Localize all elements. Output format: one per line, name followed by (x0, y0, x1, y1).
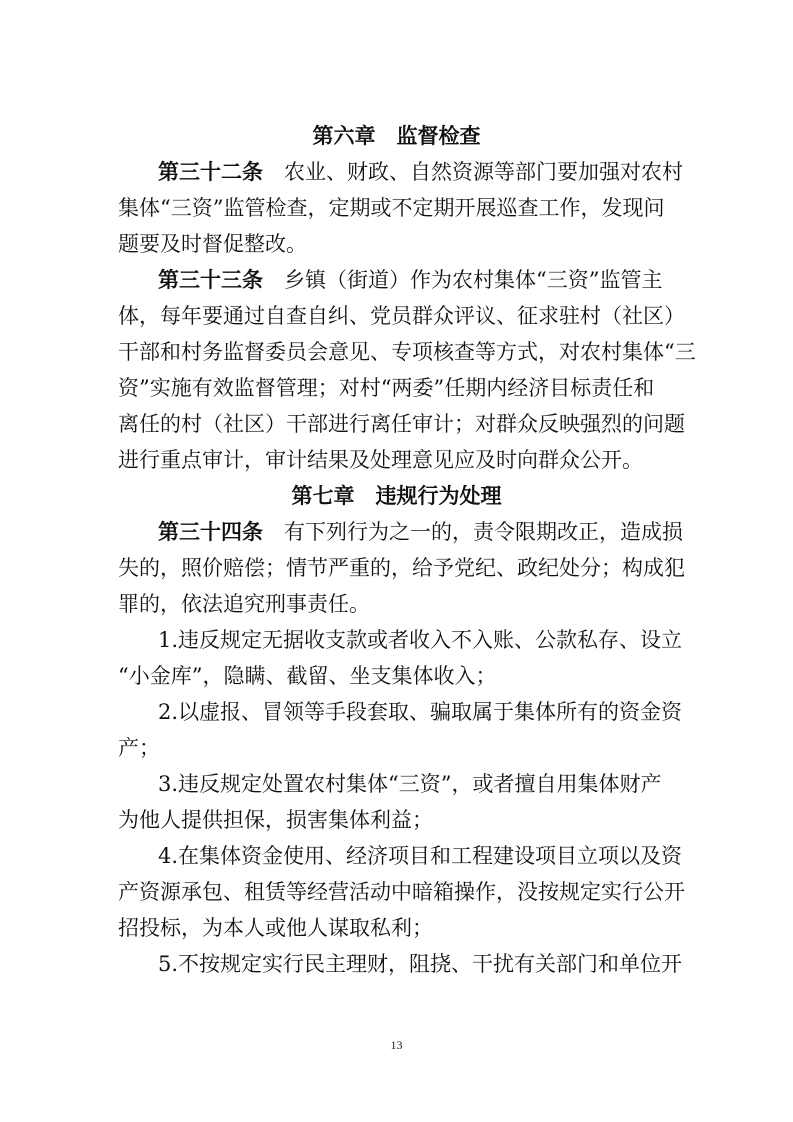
article-34-line-1: 第三十四条 有下列行为之一的，责令限期改正，造成损 (158, 520, 683, 544)
chapter-7-heading: 第七章 违规行为处理 (291, 484, 502, 508)
article-33-line-4: 资”实施有效监督管理；对村“两委”任期内经济目标责任和 (118, 376, 655, 400)
article-32-line-1: 第三十二条 农业、财政、自然资源等部门要加强对农村 (158, 160, 683, 184)
article-34-label: 第三十四条 (158, 520, 263, 544)
article-33-line-1: 第三十三条 乡镇（街道）作为农村集体“三资”监管主 (158, 268, 663, 292)
article-32-line-3: 题要及时督促整改。 (118, 232, 307, 256)
article-34-line-2: 失的，照价赔偿；情节严重的，给予党纪、政纪处分；构成犯 (118, 556, 685, 580)
item-3-line-1: 3.违反规定处置农村集体“三资”，或者擅自用集体财产 (158, 772, 662, 796)
page-number: 13 (390, 1038, 403, 1052)
item-4-line-1: 4.在集体资金使用、经济项目和工程建设项目立项以及资 (158, 844, 683, 868)
article-33-line-2: 体，每年要通过自查自纠、党员群众评议、征求驻村（社区） (118, 304, 685, 328)
article-33-line-5: 离任的村（社区）干部进行离任审计；对群众反映强烈的问题 (118, 412, 685, 436)
item-5-line-1: 5.不按规定实行民主理财，阻挠、干扰有关部门和单位开 (158, 952, 683, 976)
article-34-line-3: 罪的，依法追究刑事责任。 (118, 592, 370, 616)
item-4-line-3: 招投标，为本人或他人谋取私利； (118, 916, 433, 940)
article-32-line-2: 集体“三资”监管检查，定期或不定期开展巡查工作，发现问 (118, 196, 665, 220)
article-32-label: 第三十二条 (158, 160, 263, 184)
item-4-line-2: 产资源承包、租赁等经营活动中暗箱操作，没按规定实行公开 (118, 880, 685, 904)
item-2-line-1: 2.以虚报、冒领等手段套取、骗取属于集体所有的资金资 (158, 700, 683, 724)
article-33-label: 第三十三条 (158, 268, 263, 292)
article-33-line-3: 干部和村务监督委员会意见、专项核查等方式，对农村集体“三 (118, 340, 696, 364)
article-33-line-6: 进行重点审计，审计结果及处理意见应及时向群众公开。 (118, 448, 643, 472)
chapter-6-heading: 第六章 监督检查 (312, 124, 481, 148)
item-2-line-2: 产； (118, 736, 160, 760)
item-3-line-2: 为他人提供担保，损害集体利益； (118, 808, 433, 832)
item-1-line-2: “小金库”，隐瞒、截留、坐支集体收入； (118, 664, 497, 688)
item-1-line-1: 1.违反规定无据收支款或者收入不入账、公款私存、设立 (158, 628, 683, 652)
